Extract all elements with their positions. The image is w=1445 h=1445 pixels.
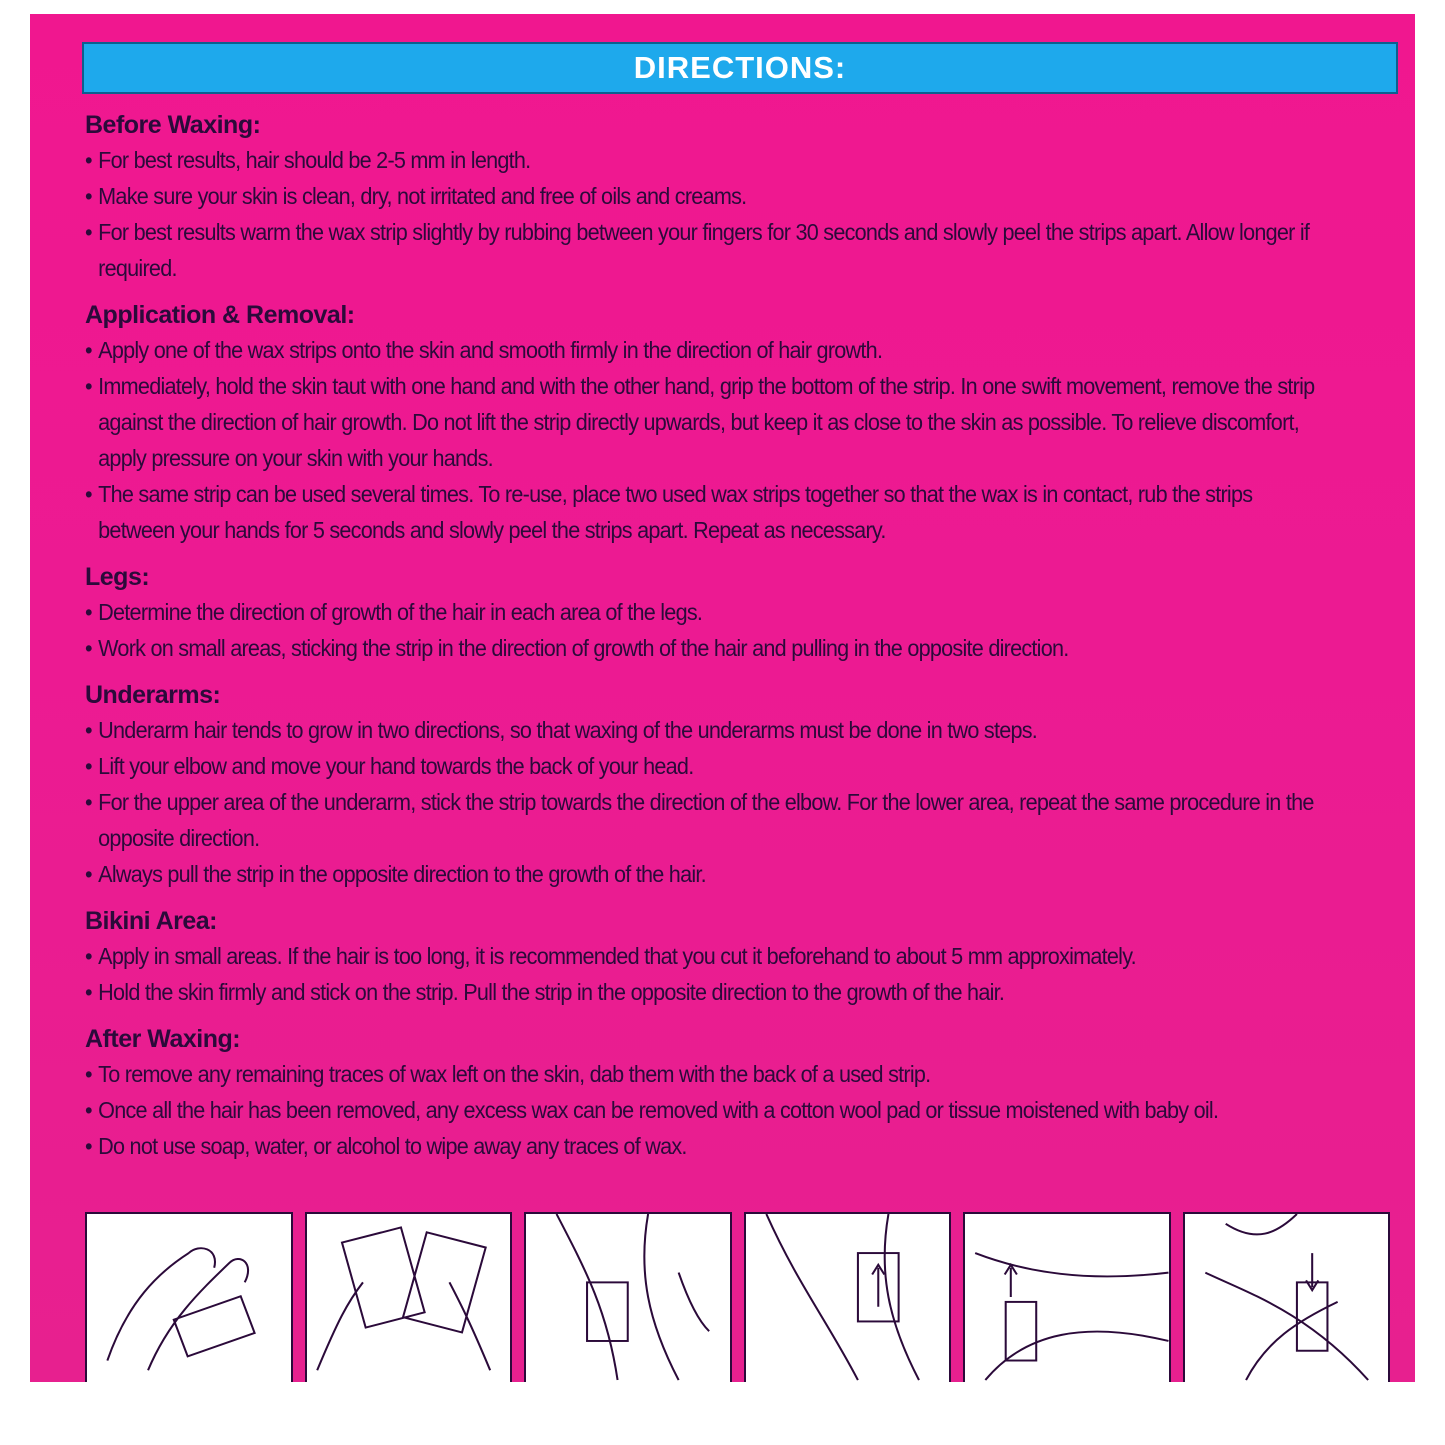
underarm-strip-icon: [1183, 1212, 1391, 1382]
instruction-item: [85, 974, 1326, 1010]
instruction-item: [85, 1128, 1326, 1164]
instruction-item: [85, 368, 1326, 476]
instruction-text: The same strip can be used several times. To re-use, place two used wax strips together so that the wax is in contact, rub the strips between your hands for 5 seconds and slowly peel the strips apart. Repeat as necessary.: [98, 481, 1253, 543]
section-heading: Application & Removal:: [85, 301, 355, 329]
leg-applying-strip-icon: [524, 1212, 732, 1382]
instruction-list: [85, 1056, 1405, 1164]
instruction-list: [85, 142, 1405, 286]
instruction-item: [85, 332, 1326, 368]
directions-banner: [82, 42, 1398, 94]
bullet-icon: •: [85, 861, 92, 887]
instruction-list: [85, 594, 1405, 666]
instruction-text: Always pull the strip in the opposite direction to the growth of the hair.: [98, 861, 706, 887]
instruction-text: For the upper area of the underarm, stick the strip towards the direction of the elbow. For the lower area, repeat the same procedure in the opposite direction.: [98, 789, 1314, 851]
instruction-item: [85, 476, 1326, 548]
section-before-waxing: [85, 108, 1405, 286]
packaging-panel: [30, 14, 1415, 1382]
instruction-item: [85, 630, 1326, 666]
instruction-item: [85, 1092, 1326, 1128]
instruction-text: Do not use soap, water, or alcohol to wipe away any traces of wax.: [98, 1133, 687, 1159]
instruction-item: [85, 594, 1326, 630]
section-heading: Before Waxing:: [85, 111, 261, 139]
instruction-text: Lift your elbow and move your hand towards the back of your head.: [98, 753, 694, 779]
bullet-icon: •: [85, 337, 92, 363]
bullet-icon: •: [85, 943, 92, 969]
instruction-text: For best results warm the wax strip slightly by rubbing between your fingers for 30 seconds and slowly peel the strips apart. Allow longer if required.: [98, 219, 1310, 281]
bullet-icon: •: [85, 373, 92, 399]
leg-removing-strip-icon: [744, 1212, 952, 1382]
hands-peeling-strips-icon: [305, 1212, 513, 1382]
instruction-item: [85, 938, 1326, 974]
instruction-item: [85, 178, 1326, 214]
bullet-icon: •: [85, 481, 92, 507]
instruction-item: [85, 784, 1326, 856]
instruction-text: Apply one of the wax strips onto the skin and smooth firmly in the direction of hair growth.: [98, 337, 883, 363]
instruction-item: [85, 1056, 1326, 1092]
section-heading: Bikini Area:: [85, 907, 218, 935]
section-underarms: [85, 678, 1405, 892]
section-bikini-area: [85, 904, 1405, 1010]
instruction-text: Hold the skin firmly and stick on the strip. Pull the strip in the opposite direction to the growth of the hair.: [98, 979, 1005, 1005]
bullet-icon: •: [85, 635, 92, 661]
instruction-text: Work on small areas, sticking the strip in the direction of growth of the hair and pulling in the opposite direction.: [98, 635, 1069, 661]
illustration-row: [85, 1212, 1390, 1382]
bullet-icon: •: [85, 147, 92, 173]
instruction-list: [85, 332, 1405, 548]
instruction-text: Apply in small areas. If the hair is too long, it is recommended that you cut it beforehand to about 5 mm approximately.: [98, 943, 1136, 969]
bullet-icon: •: [85, 219, 92, 245]
instruction-item: [85, 142, 1326, 178]
instruction-text: Once all the hair has been removed, any excess wax can be removed with a cotton wool pad or tissue moistened with baby oil.: [98, 1097, 1219, 1123]
bullet-icon: •: [85, 1061, 92, 1087]
bullet-icon: •: [85, 717, 92, 743]
hands-warming-strip-icon: [85, 1212, 293, 1382]
instruction-item: [85, 748, 1326, 784]
bullet-icon: •: [85, 183, 92, 209]
instruction-text: Immediately, hold the skin taut with one hand and with the other hand, grip the bottom of the strip. In one swift movement, remove the strip against the direction of hair growth. Do not lift the strip directly upwards, but keep it as close to the skin as possible. To relieve discomfort, apply pressure on your skin with your hands.: [98, 373, 1315, 471]
section-heading: Underarms:: [85, 681, 221, 709]
bullet-icon: •: [85, 1097, 92, 1123]
instruction-text: Determine the direction of growth of the hair in each area of the legs.: [98, 599, 703, 625]
section-application-removal: [85, 298, 1405, 548]
section-heading: After Waxing:: [85, 1025, 241, 1053]
instruction-text: Underarm hair tends to grow in two directions, so that waxing of the underarms must be done in two steps.: [98, 717, 1038, 743]
instruction-text: For best results, hair should be 2-5 mm in length.: [98, 147, 531, 173]
instruction-list: [85, 938, 1405, 1010]
section-heading: Legs:: [85, 563, 150, 591]
instruction-item: [85, 214, 1326, 286]
bullet-icon: •: [85, 979, 92, 1005]
section-after-waxing: [85, 1022, 1405, 1164]
bullet-icon: •: [85, 789, 92, 815]
bullet-icon: •: [85, 1133, 92, 1159]
directions-content: [85, 108, 1405, 1176]
instruction-text: To remove any remaining traces of wax left on the skin, dab them with the back of a used strip.: [98, 1061, 931, 1087]
bullet-icon: •: [85, 599, 92, 625]
directions-title: DIRECTIONS:: [633, 50, 847, 85]
bikini-area-strip-icon: [963, 1212, 1171, 1382]
instruction-item: [85, 856, 1326, 892]
instruction-list: [85, 712, 1405, 892]
instruction-text: Make sure your skin is clean, dry, not irritated and free of oils and creams.: [98, 183, 747, 209]
instruction-item: [85, 712, 1326, 748]
section-legs: [85, 560, 1405, 666]
bullet-icon: •: [85, 753, 92, 779]
